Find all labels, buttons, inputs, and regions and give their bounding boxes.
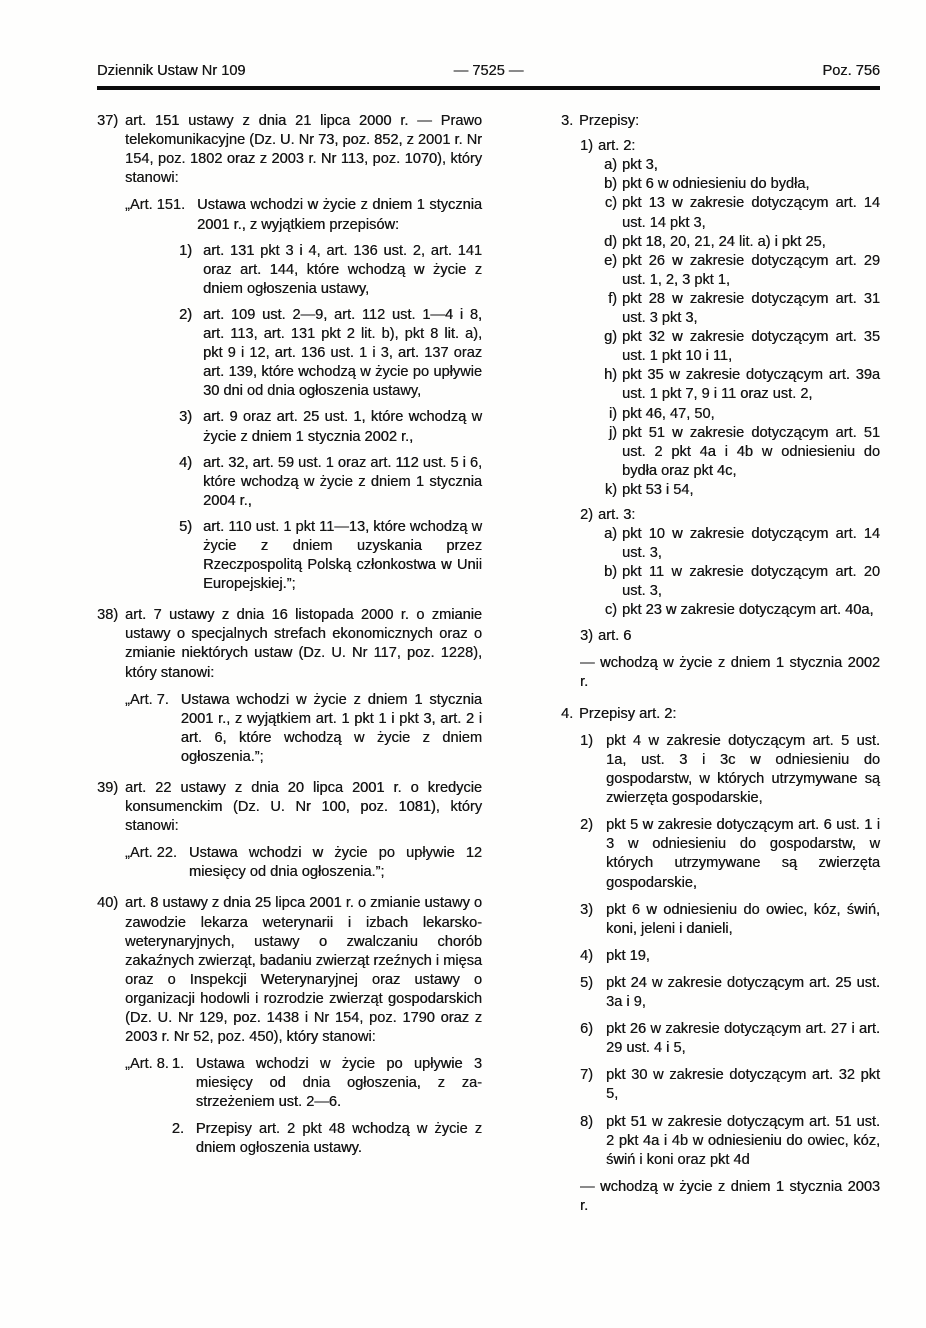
- subitem-marker: 4): [179, 454, 193, 471]
- numbered-item: [580, 947, 880, 966]
- quotation-art-8: [125, 1055, 482, 1157]
- list-item-39: [97, 779, 482, 882]
- letter-text: pkt 11 w zakresie dotyczącym art. 20 ust. 3,: [622, 564, 880, 600]
- page-header: [97, 62, 880, 81]
- letter-item: [598, 233, 880, 252]
- group-art-2: [580, 137, 880, 500]
- letter-text: pkt 18, 20, 21, 24 lit. a) i pkt 25,: [622, 233, 826, 250]
- header-rule: [97, 86, 880, 90]
- letter-text: pkt 13 w zakresie dotyczącym art. 14 ust. 14 pkt 3,: [622, 195, 880, 231]
- letter-item: [598, 290, 880, 328]
- column-gap: [482, 112, 561, 1216]
- list-item-38: [97, 606, 482, 767]
- quote-label: „Art. 7.: [125, 691, 169, 708]
- item-body: [125, 779, 482, 882]
- section-marker: 4.: [561, 705, 574, 722]
- item-marker: 38): [97, 607, 119, 624]
- item-text: pkt 30 w zakresie dotyczącym art. 32 pkt 5,: [606, 1067, 880, 1103]
- letter-text: pkt 10 w zakresie dotyczącym art. 14 ust. 3,: [622, 526, 880, 562]
- subitem-text: art. 9 oraz art. 25 ust. 1, które wchodzą w życie z dniem 1 stycznia 2002 r.,: [203, 409, 482, 445]
- item-marker: 2): [580, 817, 593, 834]
- letter-text: pkt 23 w zakresie dotyczącym art. 40a,: [622, 602, 874, 619]
- letter-item: [598, 481, 880, 500]
- quote-body: [181, 691, 482, 767]
- group-marker: 3): [580, 627, 593, 644]
- quote-subitem: [179, 454, 482, 511]
- item-text: pkt 26 w zakresie dotyczącym art. 27 i art. 29 ust. 4 i 5,: [606, 1021, 880, 1057]
- letter-marker: j): [608, 424, 617, 441]
- quote-subitem: [179, 242, 482, 299]
- numbered-item: [580, 1113, 880, 1170]
- letter-marker: e): [604, 252, 617, 269]
- group-body: [598, 627, 880, 646]
- numbered-item: [580, 974, 880, 1012]
- item-body: [125, 606, 482, 767]
- letter-marker: h): [604, 367, 617, 384]
- group-marker: 1): [580, 138, 593, 155]
- effective-date-note: — wchodzą w życie z dniem 1 stycznia 2002 r.: [580, 654, 880, 690]
- quote-label: „Art. 8.: [125, 1056, 169, 1073]
- item-text: pkt 19,: [606, 947, 650, 964]
- letter-marker: c): [604, 195, 617, 212]
- letter-marker: b): [604, 564, 617, 581]
- section-heading: [561, 705, 880, 724]
- quote-text: Ustawa wchodzi w życie z dniem 1 stycznia 2001 r., z wyjątkiem art. 1 pkt 1 i pkt 3, art. 2 i art. 6, które wchodzą w życie z dniem ogłoszenia.”;: [180, 691, 482, 765]
- letter-text: pkt 32 w zakresie dotyczącym art. 35 ust. 1 pkt 10 i 11,: [622, 329, 880, 365]
- section-title: Przepisy art. 2:: [579, 705, 677, 722]
- paragraph-marker: 2.: [171, 1120, 184, 1137]
- item-intro: art. 8 ustawy z dnia 25 lipca 2001 r. o zmianie ustawy o zawodzie lekarza weterynarii i izbach lekarsko-weterynaryjnych, ustawy o zwalczaniu chorób zakaźnych zwierząt, badaniu zwierząt rzeźnych i mięsa oraz o Inspekcji Weterynaryjnej oraz ustawy o organizacji hodowli i rozrodzie zwierząt gospodarskich (Dz. U. Nr 129, poz. 1438 i Nr 154, poz. 1790 oraz z 2003 r. Nr 52, poz. 450), który stanowi:: [125, 895, 482, 1046]
- letter-item: [598, 601, 880, 620]
- numbered-item: [580, 732, 880, 808]
- numbered-item: [580, 901, 880, 939]
- list-item-40: [97, 894, 482, 1157]
- group-title: art. 3:: [598, 506, 636, 523]
- letter-item: [598, 156, 880, 175]
- right-column: [561, 112, 880, 1216]
- letter-item: [598, 563, 880, 601]
- letter-item: [598, 328, 880, 366]
- quote-text: Ustawa wchodzi w życie po upływie 12 miesięcy od dnia ogłoszenia.”;: [188, 845, 482, 881]
- letter-text: pkt 6 w odniesieniu do bydła,: [622, 176, 810, 193]
- quote-body: [179, 196, 482, 594]
- group-body: [598, 506, 880, 621]
- item-marker: 39): [97, 780, 119, 796]
- quote-body: [189, 844, 482, 882]
- subitem-marker: 3): [179, 409, 193, 426]
- letter-marker: a): [604, 526, 617, 543]
- item-marker: 7): [580, 1067, 593, 1084]
- letter-text: pkt 26 w zakresie dotyczącym art. 29 ust. 1, 2, 3 pkt 1,: [622, 252, 880, 288]
- group-art-3: [580, 506, 880, 621]
- item-marker: 1): [580, 732, 593, 749]
- letter-text: pkt 35 w zakresie dotyczącym art. 39a ust. 1 pkt 7, 9 i 11 oraz ust. 2,: [622, 367, 880, 403]
- letter-marker: c): [604, 602, 617, 619]
- two-column-body: [97, 112, 880, 1216]
- letter-item: [598, 405, 880, 424]
- letter-marker: i): [608, 405, 617, 422]
- group-marker: 2): [580, 506, 593, 523]
- letter-text: pkt 53 i 54,: [622, 481, 694, 498]
- quote-subitem: [179, 518, 482, 594]
- paragraph-text: Przepisy art. 2 pkt 48 wchodzą w życie z dniem ogłoszenia ustawy.: [195, 1120, 482, 1156]
- letter-marker: f): [608, 290, 617, 307]
- quote-body: [172, 1055, 482, 1157]
- item-body: [125, 894, 482, 1157]
- group-title: art. 2:: [598, 138, 636, 155]
- quote-paragraph: [172, 1120, 482, 1158]
- item-text: pkt 51 w zakresie dotyczącym art. 51 ust. 2 pkt 4a i 4b w odniesieniu do owiec, kóz, świń i koni oraz pkt 4d: [606, 1113, 880, 1168]
- quote-subitem: [179, 306, 482, 401]
- letter-item: [598, 366, 880, 404]
- letter-item: [598, 525, 880, 563]
- quotation-art-151: [125, 196, 482, 594]
- item-marker: 4): [580, 947, 593, 964]
- group-body: [598, 137, 880, 500]
- position-number: Poz. 756: [822, 63, 880, 79]
- item-text: pkt 24 w zakresie dotyczącym art. 25 ust. 3a i 9,: [606, 974, 880, 1011]
- journal-title: Dziennik Ustaw Nr 109: [97, 63, 246, 79]
- letter-marker: a): [604, 157, 617, 174]
- quote-subitem: [179, 408, 482, 446]
- numbered-item: [580, 1066, 880, 1104]
- effective-date-note: — wchodzą w życie z dniem 1 stycznia 2003 r.: [580, 1178, 880, 1214]
- numbered-item: [580, 1020, 880, 1058]
- item-text: pkt 6 w odniesieniu do owiec, kóz, świń, koni, jeleni i danieli,: [606, 901, 880, 937]
- letter-item: [598, 194, 880, 232]
- subitem-marker: 2): [179, 306, 193, 323]
- section-4: [561, 705, 880, 1216]
- section-3: [561, 112, 880, 692]
- item-intro: art. 22 ustawy z dnia 20 lipca 2001 r. o kredycie konsumenckim (Dz. U. Nr 100, poz. 1081), który stanowi:: [125, 780, 482, 835]
- item-marker: 37): [97, 113, 119, 130]
- section-marker: 3.: [561, 113, 574, 130]
- item-marker: 6): [580, 1021, 593, 1038]
- item-intro: art. 151 ustawy z dnia 21 lipca 2000 r. — Prawo telekomunikacyjne (Dz. U. Nr 73, poz. 852, z 2001 r. Nr 154, poz. 1802 oraz z 2003 r. Nr 113, poz. 1070), który stanowi:: [125, 113, 482, 187]
- quotation-art-7: [125, 691, 482, 767]
- letter-text: pkt 51 w zakresie dotyczącym art. 51 ust. 2 pkt 4a i 4b w odniesieniu do bydła oraz pkt 4c,: [622, 424, 880, 479]
- letter-item: [598, 424, 880, 481]
- subitem-text: art. 110 ust. 1 pkt 11—13, które wchodzą w życie z dniem uzyskania przez Rzeczpospolitą Polską członkostwa w Unii Europejskiej.”;: [203, 518, 482, 593]
- item-intro: art. 7 ustawy z dnia 16 listopada 2000 r. o zmianie ustawy o specjalnych strefach ekonomicznych oraz o zmianie niektórych ustaw (Dz. U. Nr 117, poz. 1228), który stanowi:: [125, 607, 482, 681]
- numbered-item: [580, 816, 880, 892]
- subitem-text: art. 131 pkt 3 i 4, art. 136 ust. 2, art. 141 oraz art. 144, które wchodzą w życie z dniem ogłoszenia ustawy,: [203, 242, 482, 297]
- letter-marker: b): [604, 176, 617, 193]
- letter-text: pkt 46, 47, 50,: [622, 405, 715, 422]
- item-marker: 40): [97, 895, 119, 912]
- quotation-art-22: [125, 844, 482, 882]
- item-marker: 5): [580, 974, 593, 991]
- quote-intro: Ustawa wchodzi w życie z dniem 1 stycznia 2001 r., z wyjątkiem przepisów:: [197, 197, 482, 233]
- subitem-marker: 5): [179, 518, 193, 535]
- list-item-37: [97, 112, 482, 594]
- letter-text: pkt 3,: [622, 157, 658, 174]
- item-marker: 3): [580, 901, 593, 918]
- letter-text: pkt 28 w zakresie dotyczącym art. 31 ust. 3 pkt 3,: [622, 290, 880, 327]
- quote-label: „Art. 22.: [125, 845, 177, 862]
- letter-item: [598, 252, 880, 290]
- subitem-text: art. 109 ust. 2—9, art. 112 ust. 1—4 i 8, art. 113, art. 131 pkt 2 lit. b), pkt 8 lit. a), pkt 9 i 12, art. 136 ust. 1 i 3, art. 137 oraz art. 139, które wchodzą w życie po upływie 30 dni od dnia ogłoszenia ustawy,: [203, 306, 482, 400]
- group-art-6: [580, 627, 880, 646]
- paragraph-marker: 1.: [171, 1056, 184, 1073]
- subitem-marker: 1): [179, 242, 193, 259]
- letter-item: [598, 175, 880, 194]
- item-text: pkt 5 w zakresie dotyczącym art. 6 ust. 1 i 3 w odniesieniu do gospodarstw, w których utrzymywane są zwierzęta gospodarskie,: [606, 817, 880, 891]
- left-column: [97, 112, 482, 1216]
- letter-marker: d): [604, 233, 617, 250]
- subitem-text: art. 32, art. 59 ust. 1 oraz art. 112 ust. 5 i 6, które wchodzą w życie z dniem 1 stycznia 2004 r.,: [203, 454, 482, 509]
- page-number: — 7525 —: [453, 63, 524, 79]
- quote-paragraph: [172, 1055, 482, 1112]
- letter-marker: g): [604, 329, 617, 346]
- item-text: pkt 4 w zakresie dotyczącym art. 5 ust. 1a, ust. 3 i 3c w odniesieniu do gospodarstw, w których utrzymywane są zwierzęta gospodarskie,: [606, 732, 880, 807]
- group-title: art. 6: [598, 627, 632, 644]
- section-heading: [561, 112, 880, 131]
- section-title: Przepisy:: [579, 113, 640, 130]
- paragraph-text: Ustawa wchodzi w życie po upływie 3 miesięcy od dnia ogłoszenia, z zastrzeżeniem ust. 2—6.: [195, 1056, 482, 1111]
- letter-marker: k): [604, 481, 617, 498]
- quote-label: „Art. 151.: [125, 197, 186, 214]
- item-body: [125, 112, 482, 594]
- item-marker: 8): [580, 1113, 593, 1130]
